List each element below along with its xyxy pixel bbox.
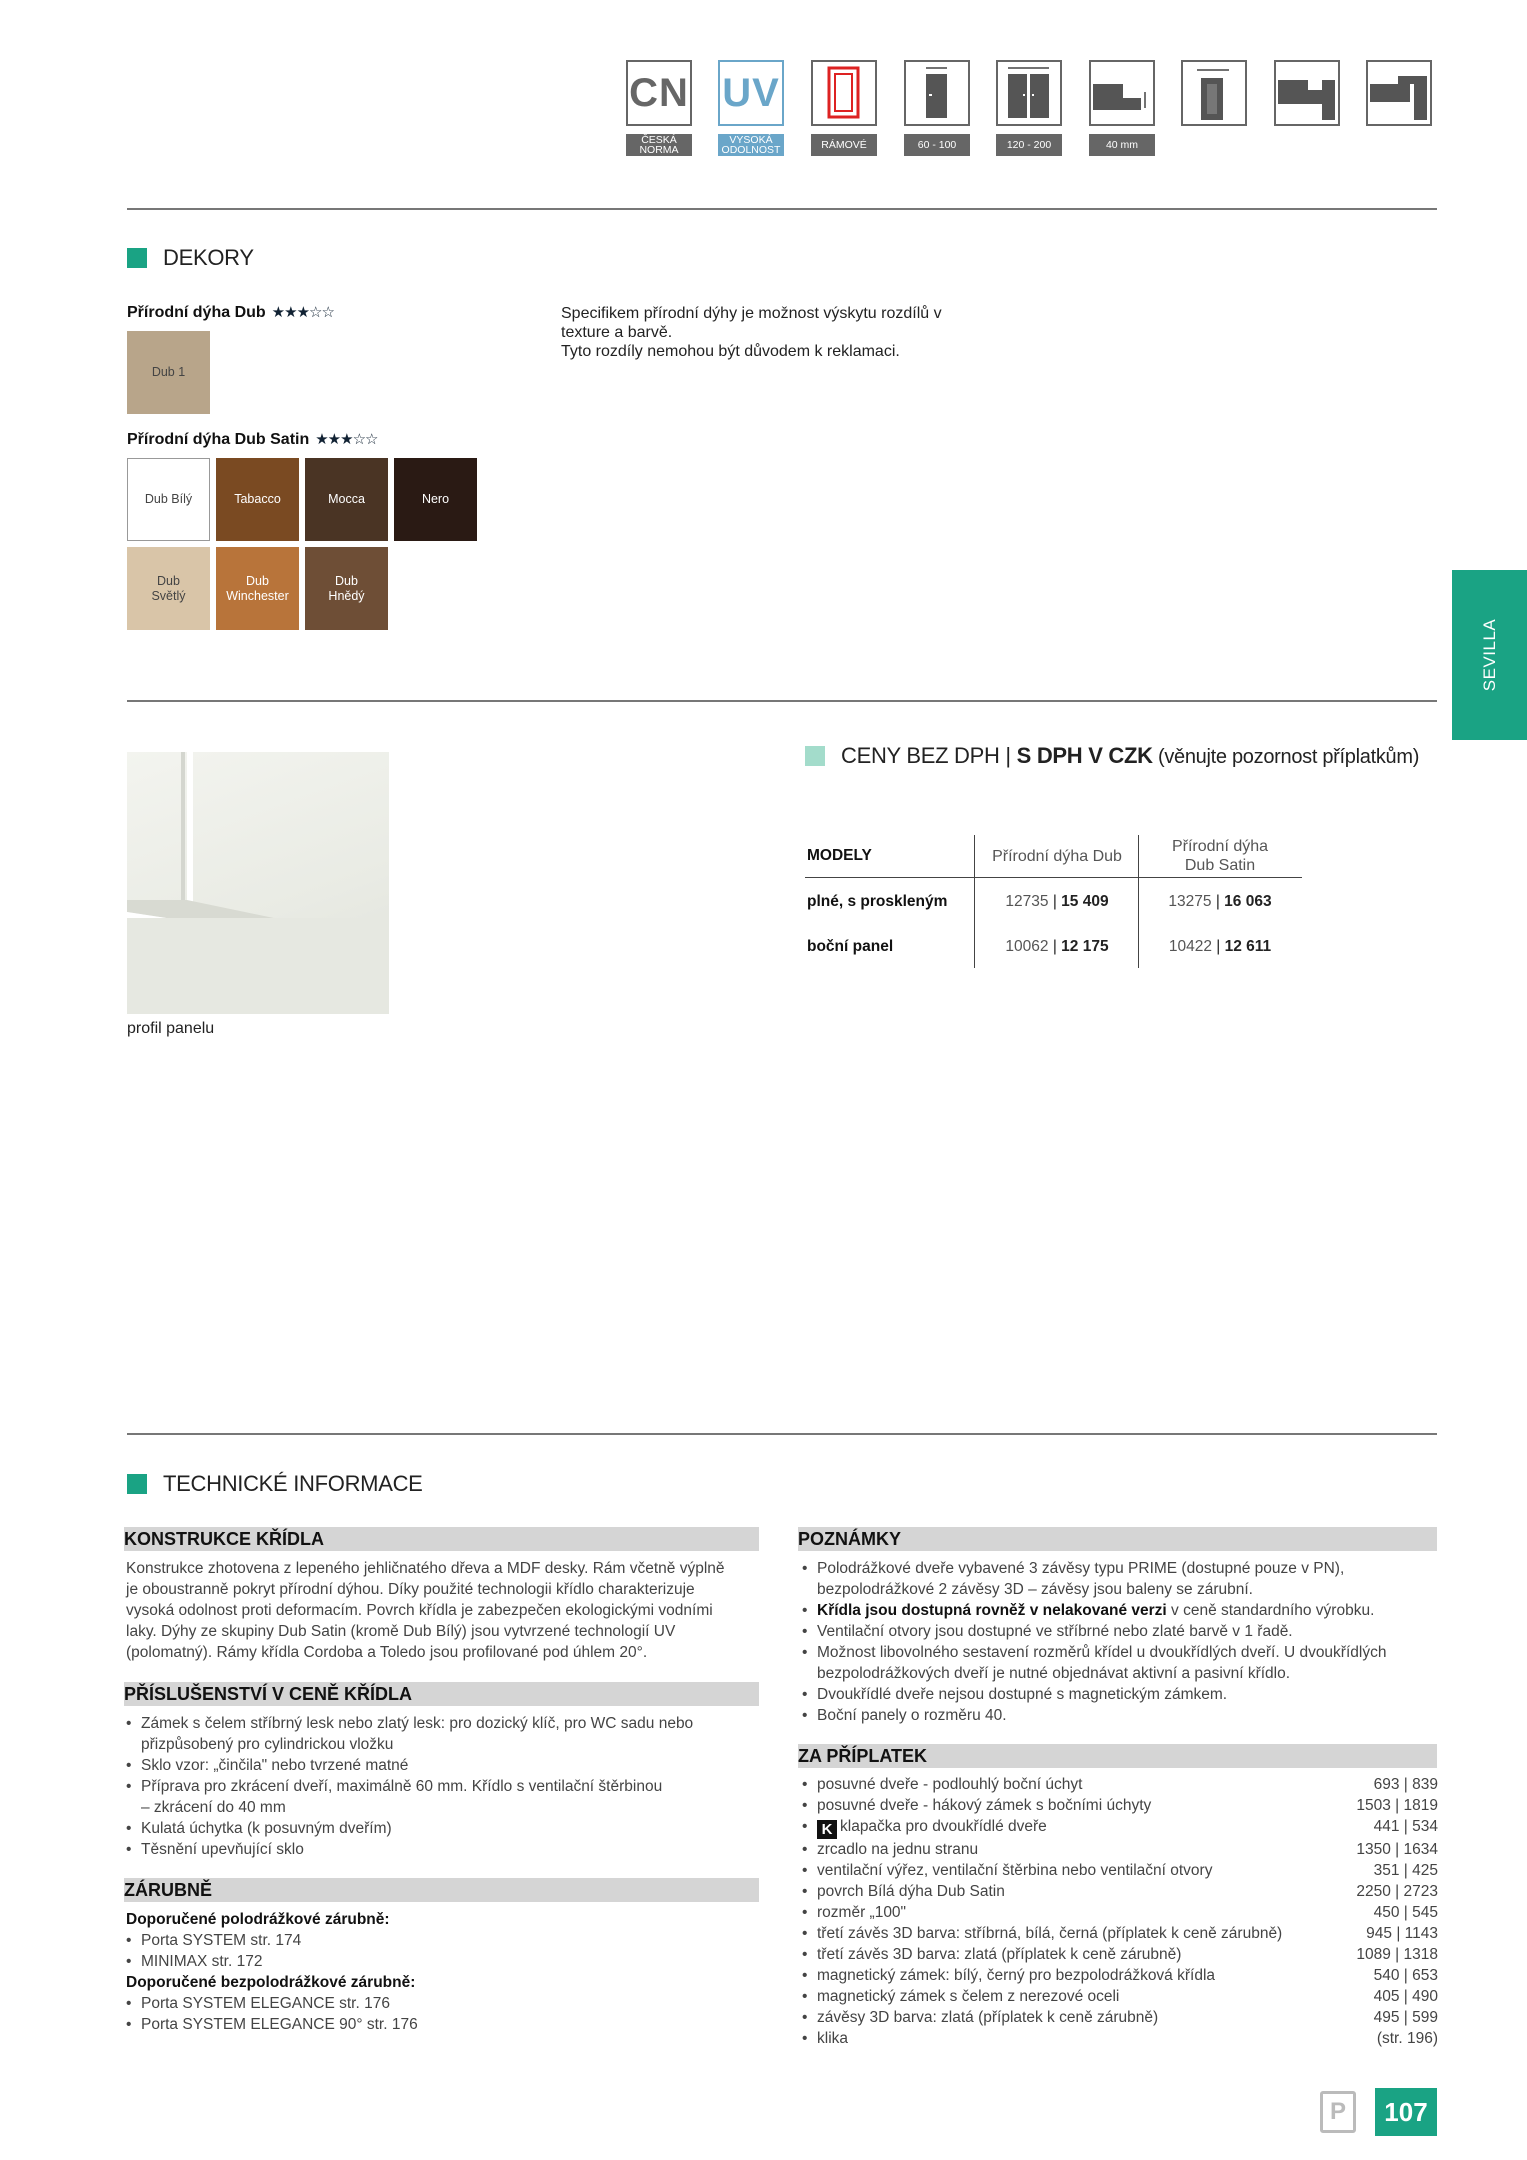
uv-resistance-icon: UV [718, 60, 784, 126]
list-item: • Kulatá úchytka (k posuvným dveřím) [126, 1818, 766, 1839]
single-door-width-label: 60 - 100 [904, 134, 970, 156]
list-item: • třetí závěs 3D barva: stříbrná, bílá, černá (příplatek k ceně zárubně) 945 | 1143 [802, 1923, 1438, 1944]
list-item: • posuvné dveře - hákový zámek s bočními úchyty 1503 | 1819 [802, 1795, 1438, 1816]
prislusenstvi-heading: PŘÍSLUŠENSTVÍ V CENĚ KŘÍDLA [124, 1682, 759, 1706]
priplatek-heading: ZA PŘÍPLATEK [798, 1744, 1437, 1768]
brand-logo: P [1320, 2091, 1356, 2133]
section-tab-sevilla: SEVILLA [1452, 570, 1527, 740]
tech-title: TECHNICKÉ INFORMACE [163, 1471, 423, 1496]
list-item: • Porta SYSTEM ELEGANCE str. 176 [126, 1993, 766, 2014]
list-item: • Dvoukřídlé dveře nejsou dostupné s magnetickým zámkem. [802, 1684, 1442, 1705]
list-item: • Zámek s čelem stříbrný lesk nebo zlatý lesk: pro dozický klíč, pro WC sadu nebo přizpůsobený pro cylindrickou vložku [126, 1713, 766, 1755]
konstrukce-heading: KONSTRUKCE KŘÍDLA [124, 1527, 759, 1551]
divider [127, 208, 1437, 210]
thickness-icon [1089, 60, 1155, 126]
table-row-model: boční panel [807, 938, 894, 955]
swatch-nero: Nero [394, 458, 477, 541]
poznamky-list [802, 1558, 1442, 1726]
divider [127, 1433, 1437, 1435]
frame-door-label: RÁMOVÉ [811, 134, 877, 156]
prices-title: CENY BEZ DPH | S DPH V CZK (věnujte pozornost příplatkům) [841, 743, 1420, 768]
double-door-width-label: 120 - 200 [996, 134, 1062, 156]
list-item: • magnetický zámek s čelem z nerezové oceli 405 | 490 [802, 1986, 1438, 2007]
list-item: • Těsnění upevňující sklo [126, 1839, 766, 1860]
dekory-title: DEKORY [163, 245, 254, 270]
list-item: • Porta SYSTEM ELEGANCE 90° str. 176 [126, 2014, 766, 2035]
col-header-models: MODELY [807, 847, 872, 864]
priplatek-list [802, 1774, 1438, 2049]
group-title-dub-satin: Přírodní dýha Dub Satin ★★★☆☆ [127, 431, 378, 448]
frame-door-icon [811, 60, 877, 126]
page-number: 107 [1375, 2088, 1437, 2136]
table-rule [805, 877, 1302, 878]
group-title-dub: Přírodní dýha Dub ★★★☆☆ [127, 304, 334, 321]
zarubne-list: Doporučené polodrážkové zárubně: • Porta SYSTEM str. 174 • MINIMAX str. 172 Doporučené bezpolodrážkové zárubně: • Porta SYSTEM ELEGANCE str. 176 • Porta SYSTEM ELEGANCE 90° str. 176 [126, 1909, 766, 2035]
col-header-dub-satin: Přírodní dýha Dub Satin [1171, 838, 1269, 874]
swatch-tabacco: Tabacco [216, 458, 299, 541]
single-door-icon [904, 60, 970, 126]
list-item: • Polodrážkové dveře vybavené 3 závěsy typu PRIME (dostupné pouze v PN), bezpolodrážkové 2 závěsy 3D – závěsy jsou baleny se zárubní. [802, 1558, 1442, 1600]
table-rule [1138, 835, 1139, 968]
cn-norm-icon: CN [626, 60, 692, 126]
col-header-dub: Přírodní dýha Dub [992, 848, 1122, 865]
rebated-frame-icon [1274, 60, 1340, 126]
konstrukce-text: Konstrukce zhotovena z lepeného jehličnatého dřeva a MDF desky. Rám včetně výplně je oboustranně pokryt přírodní dýhou. Díky použité technologii křídlo charakterizuje vysoká odolnost proti deformacím. Povrch křídla je zabezpečen ekologickými vodními laky. Dýhy ze skupiny Dub Satin (kromě Dub Bílý) jsou vytvrzené technologií UV (polomatný). Rámy křídla Cordoba a Toledo jsou profilované pod úhlem 20°. [126, 1560, 725, 1661]
double-door-icon [996, 60, 1062, 126]
list-item: • Možnost libovolného sestavení rozměrů křídel u dvoukřídlých dveří. U dvoukřídlých bezpolodrážkových dveří je nutné objednávat aktivní a pasivní křídlo. [802, 1642, 1442, 1684]
table-rule [974, 835, 975, 968]
prislusenstvi-list [126, 1713, 766, 1860]
swatch-dub-bily: Dub Bílý [127, 458, 210, 541]
profile-caption: profil panelu [127, 1020, 215, 1037]
list-item: • magnetický zámek: bílý, černý pro bezpolodrážková křídla 540 | 653 [802, 1965, 1438, 1986]
list-item: • povrch Bílá dýha Dub Satin 2250 | 2723 [802, 1881, 1438, 1902]
table-cell-price: 13275 | 16 063 [1168, 893, 1272, 910]
list-item: • Porta SYSTEM str. 174 [126, 1930, 766, 1951]
swatch-mocca: Mocca [305, 458, 388, 541]
table-cell-price: 12735 | 15 409 [1005, 893, 1109, 910]
list-item: • třetí závěs 3D barva: zlatá (příplatek k ceně zárubně) 1089 | 1318 [802, 1944, 1438, 1965]
list-item: • rozměr „100" 450 | 545 [802, 1902, 1438, 1923]
section-marker [805, 746, 825, 766]
table-cell-price: 10062 | 12 175 [1005, 938, 1109, 955]
list-item: • Křídla jsou dostupná rovněž v nelakované verzi v ceně standardního výrobku. [802, 1600, 1442, 1621]
divider [127, 700, 1437, 702]
list-item: • K klapačka pro dvoukřídlé dveře 441 | 534 [802, 1816, 1438, 1839]
zarubne-heading: ZÁRUBNĚ [124, 1878, 759, 1902]
swatch-dub-1: Dub 1 [127, 331, 210, 414]
list-item: • Sklo vzor: „činčila" nebo tvrzené matné [126, 1755, 766, 1776]
door-leaf-width-icon [1181, 60, 1247, 126]
k-icon: K [817, 1820, 837, 1839]
list-item: • Ventilační otvory jsou dostupné ve stříbrné nebo zlaté barvě v 1 řadě. [802, 1621, 1442, 1642]
poznamky-heading: POZNÁMKY [798, 1527, 1437, 1551]
panel-profile-image [127, 752, 389, 1014]
table-cell-price: 10422 | 12 611 [1168, 938, 1272, 955]
list-item: • ventilační výřez, ventilační štěrbina nebo ventilační otvory 351 | 425 [802, 1860, 1438, 1881]
list-item: • posuvné dveře - podlouhlý boční úchyt 693 | 839 [802, 1774, 1438, 1795]
veneer-note: Specifikem přírodní dýhy je možnost výskytu rozdílů v texture a barvě. Tyto rozdíly nemohou být důvodem k reklamaci. [561, 305, 942, 360]
section-marker [127, 1474, 147, 1494]
uv-resistance-label: VYSOKÁ ODOLNOST [718, 134, 784, 156]
swatch-dub-winchester: Dub Winchester [216, 547, 299, 630]
table-row-model: plné, s proskleným [807, 893, 948, 910]
section-marker [127, 248, 147, 268]
list-item: • Boční panely o rozměru 40. [802, 1705, 1442, 1726]
thickness-label: 40 mm [1089, 134, 1155, 156]
list-item: • zrcadlo na jednu stranu 1350 | 1634 [802, 1839, 1438, 1860]
rating-stars: ★★★☆☆ [315, 431, 378, 448]
list-item: • klika (str. 196) [802, 2028, 1438, 2049]
list-item: • závěsy 3D barva: zlatá (příplatek k ceně zárubně) 495 | 599 [802, 2007, 1438, 2028]
cn-norm-label: ČESKÁ NORMA [626, 134, 692, 156]
swatch-dub-svetly: Dub Světlý [127, 547, 210, 630]
list-item: • Příprava pro zkrácení dveří, maximálně 60 mm. Křídlo s ventilační štěrbinou – zkrácení do 40 mm [126, 1776, 766, 1818]
rating-stars: ★★★☆☆ [271, 304, 334, 321]
flush-frame-icon [1366, 60, 1432, 126]
list-item: • MINIMAX str. 172 [126, 1951, 766, 1972]
swatch-dub-hnedy: Dub Hnědý [305, 547, 388, 630]
